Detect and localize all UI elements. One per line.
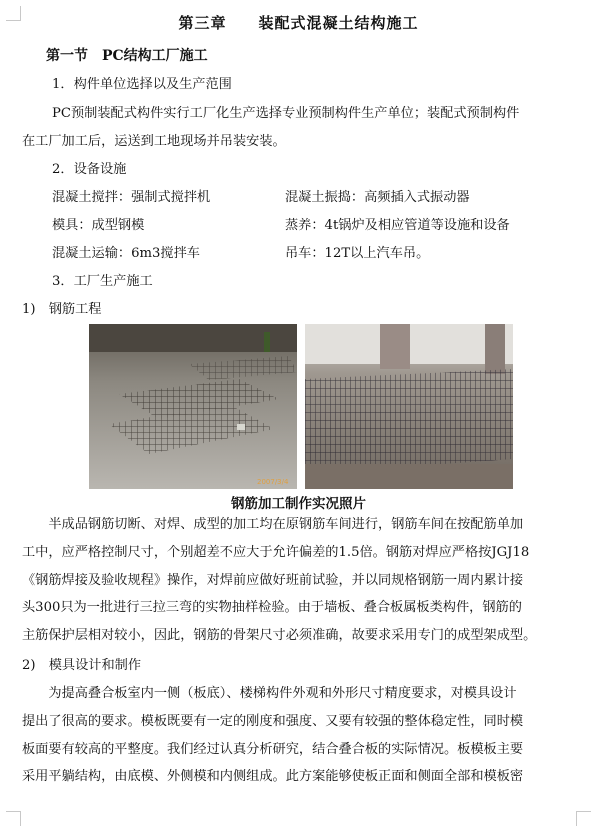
paragraph-mold-line-1: 为提高叠合板室内一侧（板底）、楼梯构件外观和外形尺寸精度要求，对模具设计 — [22, 686, 517, 701]
equipment-crane: 吊车：12T以上汽车吊。 — [285, 246, 430, 261]
section-title: 第一节 PC结构工厂施工 — [46, 48, 208, 64]
rebar-photo-left — [89, 324, 297, 489]
paragraph-1-line-1: PC预制装配式构件实行工厂化生产选择专业预制构件生产单位；装配式预制构件 — [52, 106, 520, 121]
subheading-rebar: 1) 钢筋工程 — [22, 302, 102, 317]
equipment-mold: 模具：成型钢模 — [52, 218, 145, 233]
photo-date-stamp: 2007/3/4 — [257, 478, 289, 486]
equipment-transport: 混凝土运输：6m3搅拌车 — [52, 246, 200, 261]
page-corner-mark — [6, 811, 21, 826]
paragraph-mold-line-4: 采用平躺结构，由底模、外侧模和内侧组成。此方案能够使板正面和侧面全部和模板密 — [22, 769, 524, 785]
paragraph-rebar-line-1: 半成品钢筋切断、对焊、成型的加工均在原钢筋车间进行，钢筋车间在按配筋单加 — [22, 517, 524, 532]
photo-caption: 钢筋加工制作实况照片 — [231, 496, 366, 512]
heading-3: 3．工厂生产施工 — [52, 274, 153, 289]
page-corner-mark — [576, 811, 591, 826]
equipment-steam: 蒸养：4t锅炉及相应管道等设施和设备 — [285, 218, 510, 233]
paragraph-mold — [22, 680, 570, 791]
subheading-mold: 2) 模具设计和制作 — [22, 658, 142, 673]
paragraph-rebar-line-4: 头300只为一批进行三拉三弯的实物抽样检验。由于墙板、叠合板属板类构件，钢筋的 — [22, 600, 522, 616]
equipment-mixer: 混凝土搅拌：强制式搅拌机 — [52, 190, 211, 205]
paragraph-1-line-2: 在工厂加工后，运送到工地现场并吊装安装。 — [22, 134, 286, 149]
equipment-vibrator: 混凝土振捣：高频插入式振动器 — [285, 190, 470, 205]
heading-2: 2．设备设施 — [52, 162, 127, 177]
paragraph-rebar-line-5: 主筋保护层相对较小，因此，钢筋的骨架尺寸必须准确，故要求采用专门的成型架成型。 — [22, 628, 537, 644]
heading-1: 1．构件单位选择以及生产范围 — [52, 77, 232, 92]
paragraph-mold-line-3: 板面要有较高的平整度。我们经过认真分析研究，结合叠合板的实际情况。板模板主要 — [22, 741, 524, 757]
paragraph-rebar-line-3: 《钢筋焊接及验收规程》操作，对焊前应做好班前试验，并以同规格钢筋一周内累计接 — [22, 572, 524, 588]
rebar-photo-right — [305, 324, 513, 489]
paragraph-rebar-line-2: 工中，应严格控制尺寸，个别超差不应大于允许偏差的1.5倍。钢筋对焊应严格按JGJ18 — [22, 544, 530, 560]
paragraph-rebar — [22, 511, 570, 650]
paragraph-mold-line-2: 提出了很高的要求。模板既要有一定的刚度和强度、又要有较强的整体稳定性，同时模 — [22, 713, 524, 729]
chapter-title: 第三章 装配式混凝土结构施工 — [178, 14, 419, 32]
